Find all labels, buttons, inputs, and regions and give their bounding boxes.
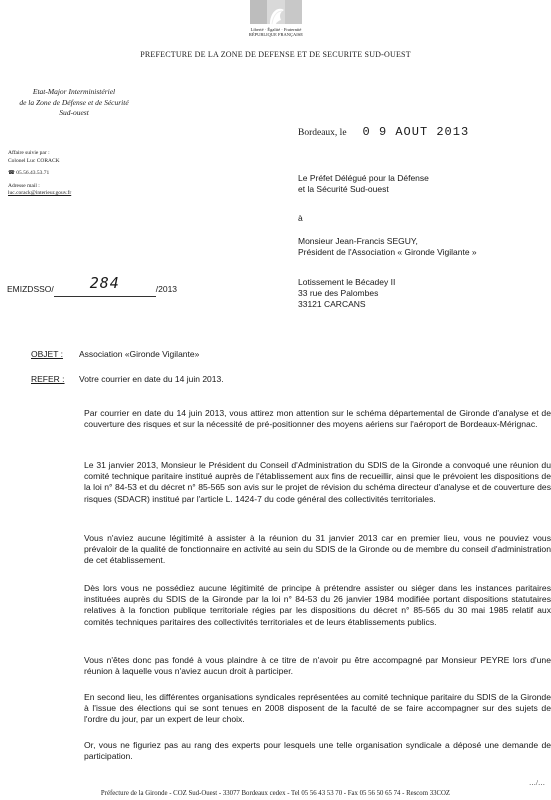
republic-motto bbox=[240, 27, 312, 37]
followed-by-name: Colonel Luc CORACK bbox=[8, 157, 60, 164]
email-link[interactable]: luc.corack@interieur.gouv.fr bbox=[8, 190, 72, 196]
objet-text: Association «Gironde Vigilante» bbox=[79, 349, 200, 359]
reference-prefix: EMIZDSSO/ bbox=[7, 284, 54, 294]
email-label: Adresse mail : bbox=[8, 182, 40, 189]
recipient-line-1: Monsieur Jean-Francis SEGUY, bbox=[298, 236, 418, 246]
refer-text: Votre courrier en date du 14 juin 2013. bbox=[79, 374, 224, 384]
contact-block bbox=[8, 150, 138, 198]
dateline-place: Bordeaux, le bbox=[298, 128, 347, 138]
objet-line bbox=[31, 349, 199, 359]
page-footer: Préfecture de la Gironde - COZ Sud-Ouest - 33077 Bordeaux cedex - Tel 05 56 43 53 70 - Fax 05 56 50 65 74 - Rescom 33COZ bbox=[100, 790, 451, 797]
paragraph-7 bbox=[2, 740, 551, 762]
reference-line bbox=[7, 274, 178, 297]
refer-label: REFER : bbox=[31, 374, 65, 384]
address-line-3: 33121 CARCANS bbox=[298, 299, 366, 309]
address-line-2: 33 rue des Palombes bbox=[298, 288, 379, 298]
phone-number: ☎ 05.56.43.53.71 bbox=[8, 170, 50, 176]
reference-number-field bbox=[54, 274, 156, 297]
from-line-1: Le Préfet Délégué pour la Défense bbox=[298, 173, 429, 183]
paragraph-4 bbox=[2, 583, 551, 628]
paragraph-3-text: Vous n'aviez aucune légitimité à assister à la réunion du 31 janvier 2013 car en premier lieu, vous ne pouviez vous prévaloir de la qualité de fonctionnaire en activité au sein du SDIS de la Gironde ou de membre du conseil d'administration de cet établissement. bbox=[84, 533, 551, 566]
from-block bbox=[298, 173, 429, 195]
paragraph-2-text: Le 31 janvier 2013, Monsieur le Président du Conseil d'Administration du SDIS de la Gironde a convoqué une réunion du comité technique paritaire institué auprès de l'établissement aux fins de recueillir, ainsi que le prévoient les dispositions de la loi n° 84-53 et du décret n° 85-565 son avis sur le projet de révision du schéma directeur d'analyse et de couverture des risques (SDACR) institué par l'article L. 1424-7 du code général des collectivités territoriales. bbox=[84, 460, 551, 504]
paragraph-4-text: Dès lors vous ne possédiez aucune légitimité de principe à prétendre assister ou siéger dans les instances paritaires instituées auprès du SDIS de la Gironde par la loi n° 84-53 du 26 janvier 1984 modifiée portant dispositions statutaires relatives à la fonction publique territoriale régies par les dispositions du décret n° 85-565 du 30 mai 1985 relatif aux comités techniques paritaires des collectivités territoriales et de leurs établissements publics. bbox=[84, 583, 551, 627]
dateline bbox=[298, 125, 469, 139]
from-line-2: et la Sécurité Sud-ouest bbox=[298, 184, 389, 194]
etat-major-line-2: de la Zone de Défense et de Sécurité bbox=[19, 97, 129, 107]
followed-by-label: Affaire suivie par : bbox=[8, 150, 50, 156]
paragraph-1-text: Par courrier en date du 14 juin 2013, vous attirez mon attention sur le schéma départemental de Gironde d'analyse et de couverture des risques et sur la nécessité de pré-positionner des moyens aériens sur l'aéroport de Bordeaux-Mérignac. bbox=[84, 408, 551, 430]
paragraph-6-text: En second lieu, les différentes organisations syndicales représentées au comité technique paritaire du SDIS de la Gironde à l'issue des élections qui se sont tenues en 2008 disposent de la faculté de se faire accompagner sur des sujets de l'ordre du jour, par un expert de leur choix. bbox=[84, 692, 551, 725]
paragraph-5 bbox=[2, 655, 551, 677]
reference-suffix: /2013 bbox=[155, 284, 178, 294]
date-stamp: 0 9 AOUT 2013 bbox=[362, 125, 470, 139]
objet-label: OBJET : bbox=[31, 349, 63, 359]
paragraph-1 bbox=[2, 408, 551, 430]
refer-line bbox=[31, 374, 224, 384]
recipient-line-2: Président de l'Association « Gironde Vigilante » bbox=[298, 247, 477, 257]
etat-major-block bbox=[4, 87, 144, 119]
reference-number: 284 bbox=[89, 274, 120, 292]
etat-major-line-3: Sud-ouest bbox=[59, 108, 89, 117]
motto-line-1: Liberté · Égalité · Fraternité bbox=[250, 27, 302, 32]
paragraph-5-text: Vous n'êtes donc pas fondé à vous plaindre à ce titre de n'avoir pu être accompagné par Monsieur PEYRE lors d'une réunion à laquelle vous n'aviez aucun droit à participer. bbox=[84, 655, 551, 677]
paragraph-6 bbox=[2, 692, 551, 726]
paragraph-3 bbox=[2, 533, 551, 567]
address-line-1: Lotissement le Bécadey II bbox=[298, 277, 396, 287]
address-block bbox=[298, 277, 395, 310]
to-word: à bbox=[298, 213, 303, 223]
etat-major-line-1: Etat-Major Interministériel bbox=[32, 87, 116, 96]
paragraph-2 bbox=[2, 460, 551, 505]
continuation-mark: …/… bbox=[529, 779, 545, 787]
paragraph-7-text: Or, vous ne figuriez pas au rang des experts pour lesquels une telle organisation syndicale a déposé une demande de participation. bbox=[84, 740, 551, 762]
prefecture-title: PREFECTURE DE LA ZONE DE DEFENSE ET DE SECURITE SUD-OUEST bbox=[140, 50, 411, 59]
motto-line-2: RÉPUBLIQUE FRANÇAISE bbox=[248, 32, 304, 37]
recipient-block bbox=[298, 236, 477, 258]
